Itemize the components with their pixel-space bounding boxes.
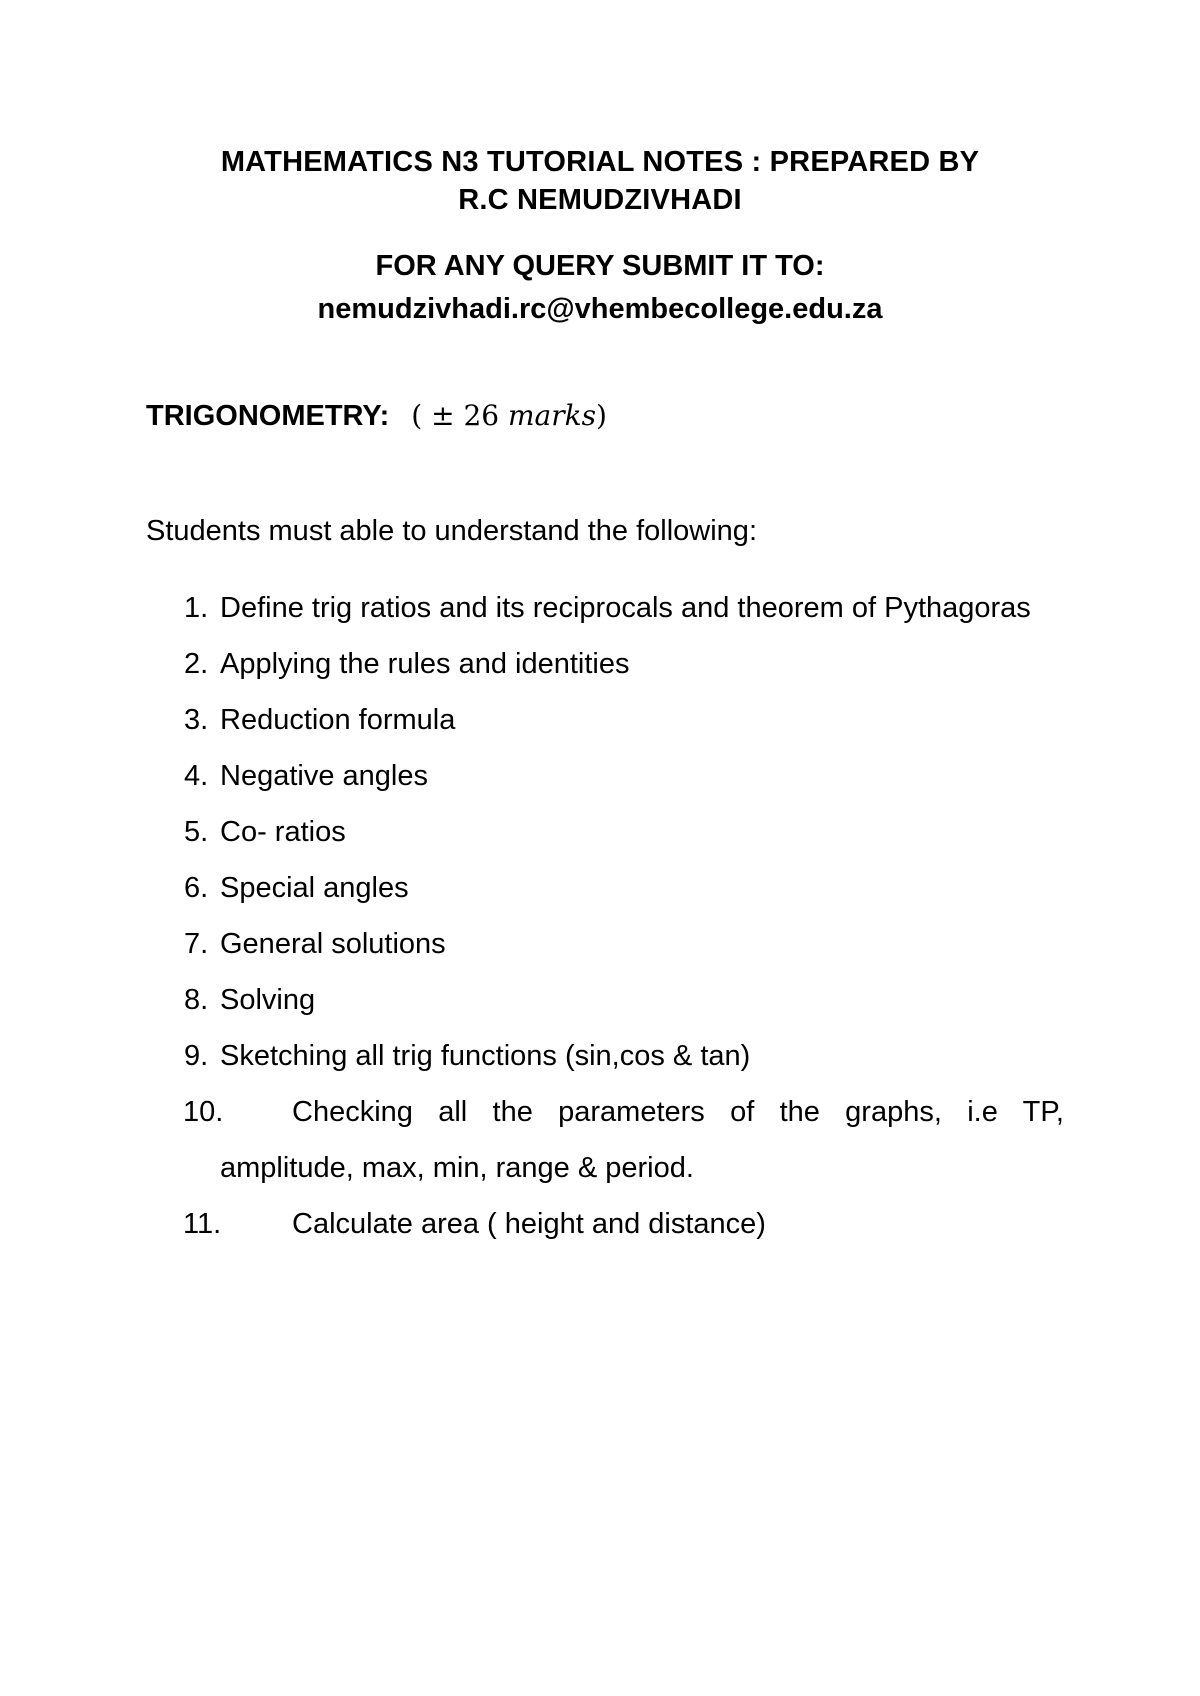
- list-item: [146, 916, 1064, 972]
- topic-marks: [411, 399, 607, 432]
- marks-word: marks: [507, 399, 596, 432]
- query-instruction: FOR ANY QUERY SUBMIT IT TO:: [375, 250, 825, 282]
- marks-suffix: ): [595, 399, 607, 432]
- list-item-number: 11.: [183, 1208, 222, 1240]
- list-item-number: 6.: [184, 872, 209, 904]
- list-item: [146, 1028, 1064, 1084]
- document-title: [0, 143, 1200, 219]
- list-item-text-content: Checking all the parameters of the graphs, i.e TP, amplitude, max, min, range & period.: [220, 1096, 1064, 1184]
- list-item: [146, 804, 1064, 860]
- marks-prefix: ( ± 26: [411, 399, 508, 432]
- list-item-number: 8.: [184, 984, 209, 1016]
- list-item-text: Reduction formula: [220, 704, 456, 736]
- list-item: [146, 580, 1064, 636]
- contact-block: [0, 245, 1200, 331]
- topic-heading: [146, 396, 607, 436]
- list-item-text: Co- ratios: [220, 816, 346, 848]
- list-item: [146, 748, 1064, 804]
- list-item-number: 1.: [184, 592, 209, 624]
- list-item-text: Define trig ratios and its reciprocals and theorem of Pythagoras: [220, 592, 1031, 624]
- list-item-number: 3.: [184, 704, 209, 736]
- list-item-text: Special angles: [220, 872, 409, 904]
- list-item-text: Negative angles: [220, 760, 428, 792]
- list-item: [146, 636, 1064, 692]
- title-line-1: MATHEMATICS N3 TUTORIAL NOTES : PREPARED BY: [220, 146, 980, 178]
- list-item-number: 9.: [184, 1040, 209, 1072]
- list-item-number: 4.: [184, 760, 209, 792]
- list-item-text: [220, 1196, 1064, 1252]
- outcomes-list: [146, 580, 1064, 1252]
- list-item-text-content: Calculate area ( height and distance): [292, 1208, 766, 1240]
- list-item-text: Solving: [220, 984, 316, 1016]
- list-item: [146, 1084, 1064, 1196]
- list-item-text: General solutions: [220, 928, 446, 960]
- topic-label: TRIGONOMETRY:: [146, 400, 390, 432]
- list-item-number: 10.: [183, 1096, 224, 1128]
- list-item-number: 7.: [184, 928, 209, 960]
- list-item: [146, 860, 1064, 916]
- contact-email: nemudzivhadi.rc@vhembecollege.edu.za: [317, 293, 883, 325]
- intro-text: Students must able to understand the following:: [146, 515, 757, 547]
- list-item-text: Sketching all trig functions (sin,cos & tan): [220, 1040, 751, 1072]
- list-item: [146, 972, 1064, 1028]
- title-line-2: R.C NEMUDZIVHADI: [458, 184, 742, 216]
- list-item-number: 5.: [184, 816, 209, 848]
- list-item-number: 2.: [184, 648, 209, 680]
- list-item-text: [220, 1084, 1064, 1196]
- list-item: [146, 1196, 1064, 1252]
- list-item-text: Applying the rules and identities: [220, 648, 630, 680]
- list-item: [146, 692, 1064, 748]
